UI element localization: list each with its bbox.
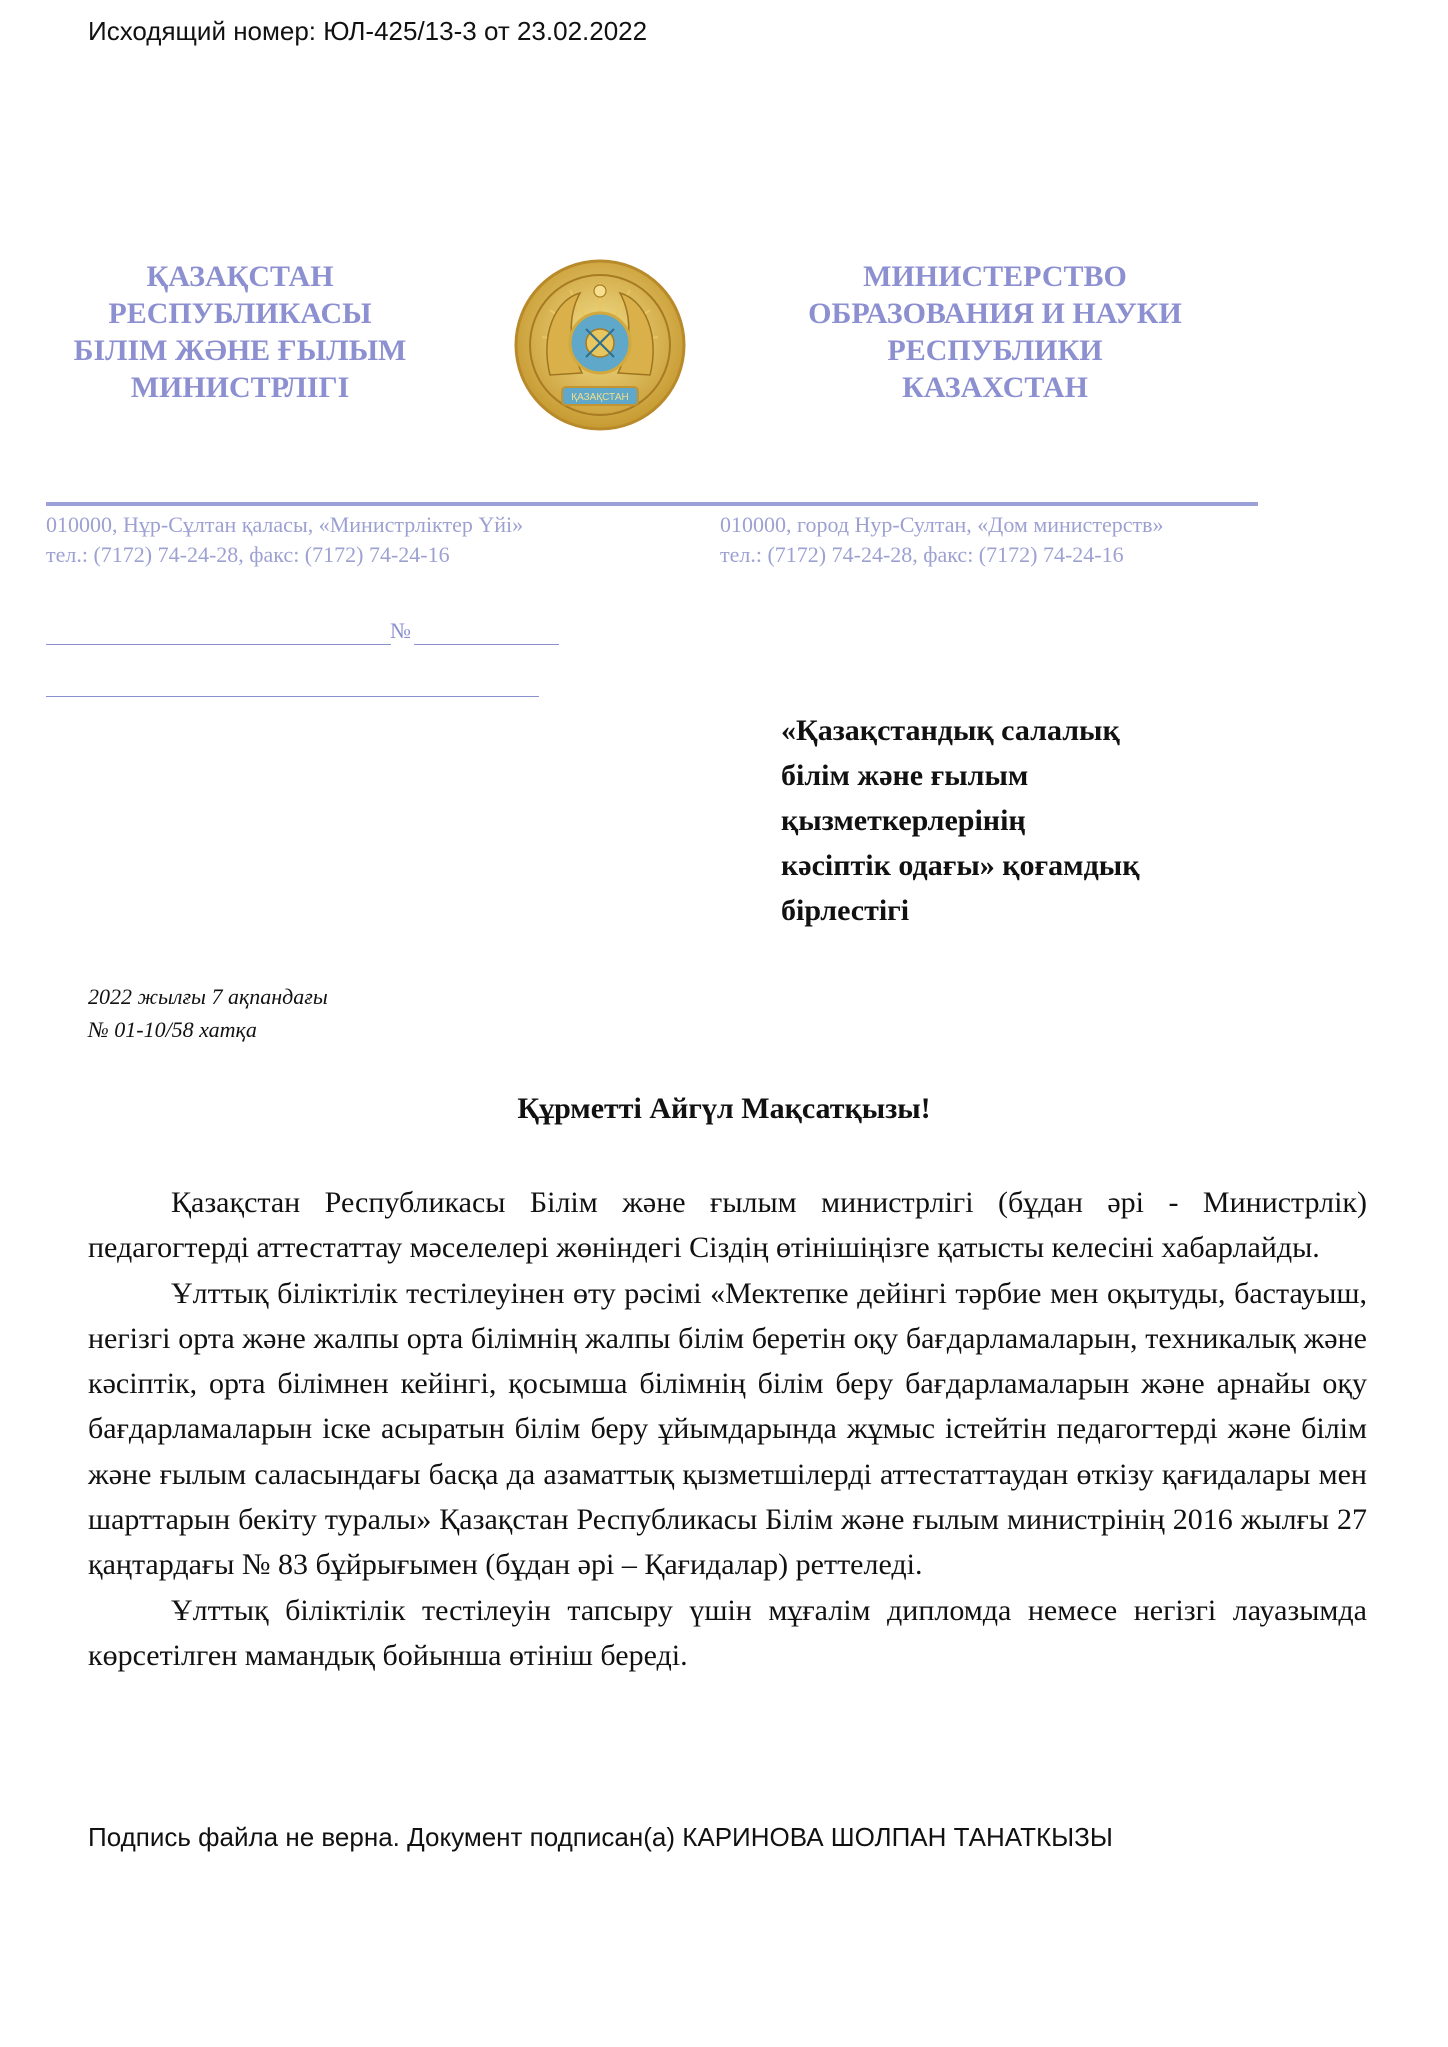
phone-ru: тел.: (7172) 74-24-28, факс: (7172) 74-24-16 bbox=[720, 542, 1124, 567]
ministry-kz-line: ҚАЗАҚСТАН bbox=[146, 260, 334, 293]
body-paragraph: Қазақстан Республикасы Білім және ғылым министрлігі (бұдан әрі - Министрлік) педагогтерді аттестаттау мәселелері жөніндегі Сіздің өтінішіңізге қатысты келесіні хабарлайды. bbox=[88, 1186, 1367, 1265]
address-block-ru bbox=[720, 510, 1163, 570]
ministry-ru-line: МИНИСТЕРСТВО bbox=[863, 260, 1127, 293]
state-emblem-icon bbox=[510, 255, 690, 435]
letterhead-divider bbox=[46, 502, 1258, 506]
ministry-kz-line: МИНИСТРЛІГІ bbox=[130, 371, 350, 404]
number-fill-line bbox=[414, 644, 559, 645]
reference-date: 2022 жылғы 7 ақпандағы bbox=[88, 984, 328, 1009]
ministry-name-ru bbox=[760, 258, 1230, 406]
letter-body bbox=[88, 1180, 1367, 1678]
reference-number: № 01-10/58 хатқа bbox=[88, 1017, 257, 1042]
ministry-name-kz bbox=[40, 258, 440, 406]
recipient-line: бірлестігі bbox=[781, 894, 910, 927]
date-fill-line bbox=[46, 644, 391, 645]
ministry-kz-line: БІЛІМ ЖӘНЕ ҒЫЛЫМ bbox=[73, 334, 407, 367]
ministry-ru-line: КАЗАХСТАН bbox=[902, 371, 1088, 404]
number-sign: № bbox=[390, 618, 411, 643]
ministry-ru-line: ОБРАЗОВАНИЯ И НАУКИ bbox=[808, 297, 1182, 330]
body-paragraph: Ұлттық біліктілік тестілеуін тапсыру үшін мұғалім дипломда немесе негізгі лауазымда көрсетілген мамандық бойынша өтініш береді. bbox=[88, 1593, 1367, 1672]
body-paragraph: Ұлттық біліктілік тестілеуінен өту рәсімі «Мектепке дейінгі тәрбие мен оқытуды, бастауыш, негізгі орта және жалпы орта білімнің жалпы білім беретін оқу бағдарламаларын, техникалық және кәсіптік, орта білімнен кейінгі, қосымша білімнің білім беру бағдарламаларын және арнайы оқу бағдарламаларын іске асыратын білім беру ұйымдарында жұмыс істейтін педагогтерді және білім және ғылым саласындағы басқа да азаматтық қызметшілерді аттестаттаудан өткізу қағидалары мен шарттарын бекіту туралы» Қазақстан Республикасы Білім және ғылым министрінің 2016 жылғы 27 қаңтардағы № 83 бұйрығымен (бұдан әрі – Қағидалар) реттеледі. bbox=[88, 1276, 1367, 1582]
recipient-block bbox=[781, 708, 1261, 933]
reference-block bbox=[88, 980, 328, 1046]
outgoing-number: Исходящий номер: ЮЛ-425/13-3 от 23.02.2022 bbox=[88, 16, 648, 46]
recipient-line: кәсіптік одағы» қоғамдық bbox=[781, 849, 1140, 882]
emblem-ribbon-text: ҚАЗАҚСТАН bbox=[571, 392, 629, 403]
recipient-line: «Қазақстандық салалық bbox=[781, 714, 1120, 747]
ministry-kz-line: РЕСПУБЛИКАСЫ bbox=[108, 297, 372, 330]
recipient-line: білім және ғылым bbox=[781, 759, 1029, 792]
signature-note: Подпись файла не верна. Документ подписан(а) КАРИНОВА ШОЛПАН ТАНАТКЫЗЫ bbox=[88, 1822, 1113, 1852]
address-kz: 010000, Нұр-Сұлтан қаласы, «Министрліктер Үйі» bbox=[46, 512, 524, 537]
reference-fill-line bbox=[46, 696, 539, 697]
address-block-kz bbox=[46, 510, 523, 570]
phone-kz: тел.: (7172) 74-24-28, факс: (7172) 74-24-16 bbox=[46, 542, 450, 567]
address-ru: 010000, город Нур-Султан, «Дом министерств» bbox=[720, 512, 1164, 537]
ministry-ru-line: РЕСПУБЛИКИ bbox=[887, 334, 1103, 367]
greeting: Құрметті Айгүл Мақсатқызы! bbox=[517, 1092, 931, 1125]
recipient-line: қызметкерлерінің bbox=[781, 804, 1026, 837]
